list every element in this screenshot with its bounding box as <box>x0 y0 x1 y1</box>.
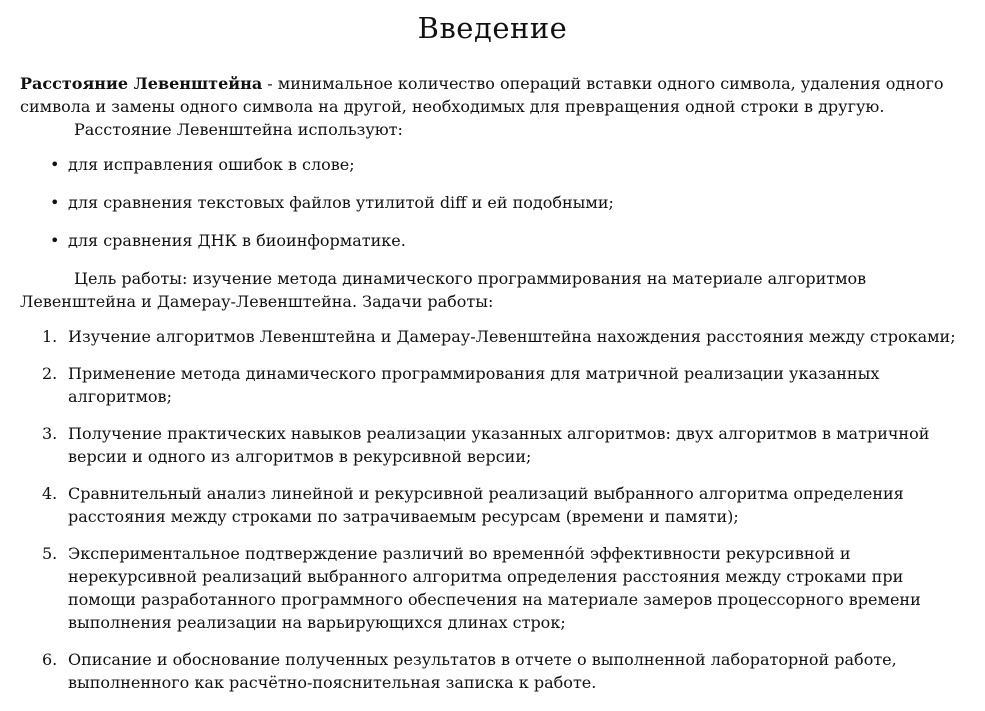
task-item <box>20 482 965 528</box>
intro-term: Расстояние Левенштейна <box>20 74 263 93</box>
task-number: 3. <box>42 424 58 443</box>
uses-list <box>20 153 965 252</box>
task-number: 4. <box>42 484 58 503</box>
task-text: Получение практических навыков реализации указанных алгоритмов: двух алгоритмов в матричной версии и одного из алгоритмов в рекурсивной версии; <box>68 424 930 466</box>
list-item <box>20 191 965 214</box>
task-number: 1. <box>42 327 58 346</box>
goal-paragraph: Цель работы: изучение метода динамического программирования на материале алгоритмов Левенштейна и Дамерау-Левенштейна. Задачи работы: <box>20 269 867 311</box>
list-item <box>20 229 965 252</box>
list-item-text: для исправления ошибок в слове; <box>68 155 355 174</box>
intro-paragraph <box>20 72 965 118</box>
task-item <box>20 542 965 634</box>
bullet-icon: • <box>50 155 60 174</box>
list-item <box>20 153 965 176</box>
task-number: 5. <box>42 544 58 563</box>
task-item <box>20 648 965 694</box>
task-item <box>20 325 965 348</box>
uses-lead: Расстояние Левенштейна используют: <box>74 120 403 139</box>
list-item-text: для сравнения ДНК в биоинформатике. <box>68 231 406 250</box>
tasks-list <box>20 325 965 694</box>
document-page <box>20 0 965 708</box>
bullet-icon: • <box>50 231 60 250</box>
task-text: Сравнительный анализ линейной и рекурсивной реализаций выбранного алгоритма определения расстояния между строками по затрачиваемым ресурсам (времени и памяти); <box>68 484 904 526</box>
task-text: Изучение алгоритмов Левенштейна и Дамерау-Левенштейна нахождения расстояния между строками; <box>68 327 956 346</box>
task-number: 6. <box>42 650 58 669</box>
task-text: Описание и обоснование полученных результатов в отчете о выполненной лабораторной работе, выполненного как расчётно-пояснительная записка к работе. <box>68 650 897 692</box>
task-text: Применение метода динамического программирования для матричной реализации указанных алгоритмов; <box>68 364 880 406</box>
bullet-icon: • <box>50 193 60 212</box>
task-item <box>20 422 965 468</box>
task-number: 2. <box>42 364 58 383</box>
intro-definition: - минимальное количество операций вставки одного символа, удаления одного символа и замены одного символа на другой, необходимых для превращения одной строки в другую. <box>20 74 944 116</box>
task-item <box>20 362 965 408</box>
list-item-text: для сравнения текстовых файлов утилитой diff и ей подобными; <box>68 193 614 212</box>
task-text: Экспериментальное подтверждение различий во временно́й эффективности рекурсивной и нерекурсивной реализаций выбранного алгоритма определения расстояния между строками при помощи разработанного программного обеспечения на материале замеров процессорного времени выполнения реализации на варьирующихся длинах строк; <box>68 544 921 632</box>
page-title: Введение <box>417 11 568 45</box>
